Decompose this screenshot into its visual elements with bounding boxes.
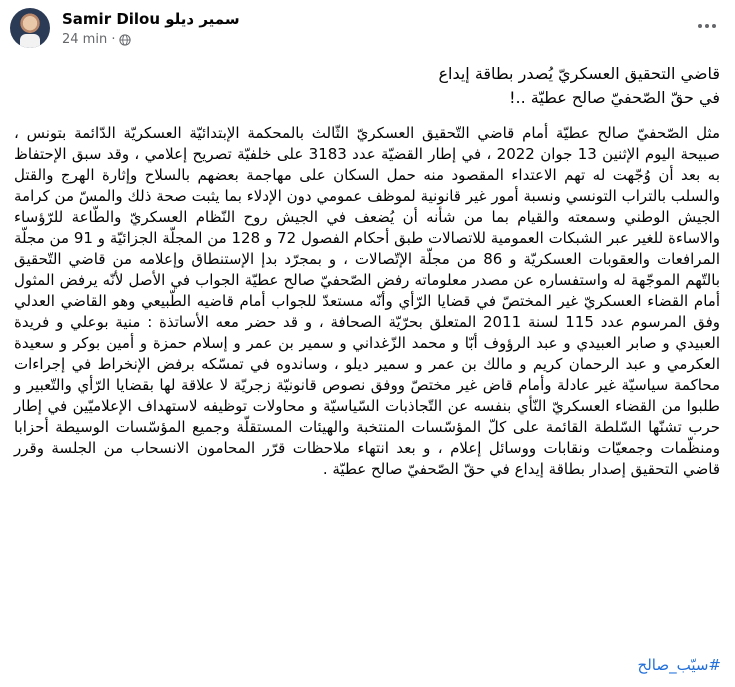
post-time[interactable]: 24 min · (62, 32, 116, 47)
globe-icon (119, 34, 131, 46)
headline-line-2: في حقّ الصّحفيّ صالح عطيّة ..! (509, 88, 720, 107)
dot-icon (705, 24, 709, 28)
post-headline (14, 62, 720, 110)
author-name[interactable]: Samir Dilou سمير ديلو (62, 10, 240, 28)
headline-line-1: قاضي التحقيق العسكريّ يُصدر بطاقة إيداع (438, 64, 720, 83)
dot-icon (698, 24, 702, 28)
post-meta (62, 32, 131, 47)
post-header (10, 8, 725, 58)
dot-icon (712, 24, 716, 28)
more-options-button[interactable] (689, 14, 725, 38)
hashtag-link[interactable]: #سيّب_صالح (637, 656, 721, 674)
avatar[interactable] (10, 8, 50, 48)
post-content (14, 62, 720, 480)
post-body: مثل الصّحفيّ صالح عطيّة أمام قاضي التّحقيق العسكريّ الثّالث بالمحكمة الإبتدائيّة العسكريّة الدّائمة بتونس ، صبيحة اليوم الإثنين 13 جوان 2022 ، في إطار القضيّة عدد 3183 على خلفيّة تصريح إعلامي ، وقد سبق الإحتفاظ به بعد أن وُجّهت له تهم الاعتداء المقصود منه حمل السكان على مهاجمة بعضهم بالسلاح وإثارة الهرج والقتل والسلب بالتراب التونسي ونسبة أمور غير قانونية لموظف عمومي دون الإدلاء بما يثبت صحة ذلك والمسّ من كرامة الجيش الوطني وسمعته والقيام بما من شأنه أن يُضعف في الجيش روح النّظام العسكريّ والطّاعة للرّؤساء والاساءة للغير عبر الشبكات العمومية للاتصالات طبق أحكام الفصول 72 و 128 من المجلّة الجزائيّة و 91 من مجلّة المرافعات والعقوبات العسكريّة و 86 من مجلّة الإتّصالات ، و بمجرّد بدإ الإستنطاق وإعلامه من قاضي التّحقيق بالتّهم الموجّهة له واستفساره عن مصدر معلوماته رفض الصّحفيّ صالح عطيّة الجواب في الأصل لأنّه يرفض المثول أمام القضاء العسكريّ غير المختصّ في قضايا الرّأي وأنّه مستعدّ للجواب أمام قاضيه الطّبيعي وهو القاضي العدلي وفق المرسوم عدد 115 لسنة 2011 المتعلق بحرّيّة الصحافة ، و قد حضر معه الأساتذة : منية بوعلي و فريدة العبيدي و صابر العبيدي و عبد الرؤوف أبّا و محمد الزّغداني و سمير بن عمر و إسلام حمزة و أمين بوكر و سعيدة العكرمي و عبد الرحمان كريم و مالك بن عمر و سمير ديلو ، وساندوه في تمسّكه برفض الإنخراط في إجراءات محاكمة سياسيّة غير عادلة وأمام قاض غير مختصّ ووفق نصوص قانونيّة زجريّة لا علاقة لها بقضايا الرّأي والتّعبير و طلبوا من القضاء العسكريّ النّأي بنفسه عن التّجاذبات السّياسيّة و محاولات توظيفه لاستهداف الإعلاميّين في إطار حرب تشنّها السّلطة القائمة على كلّ المؤسّسات المنتخبة والهيئات المستقلّة وجميع المؤسّسات الوسيطة أحزابا ومنظّمات وجمعيّات ونقابات ووسائل إعلام ، و بعد انتهاء ملاحظات قرّر المحامون الانسحاب من الجلسة وقرر قاضي التحقيق إصدار بطاقة إيداع في حقّ الصّحفيّ صالح عطيّة . (14, 124, 721, 478)
